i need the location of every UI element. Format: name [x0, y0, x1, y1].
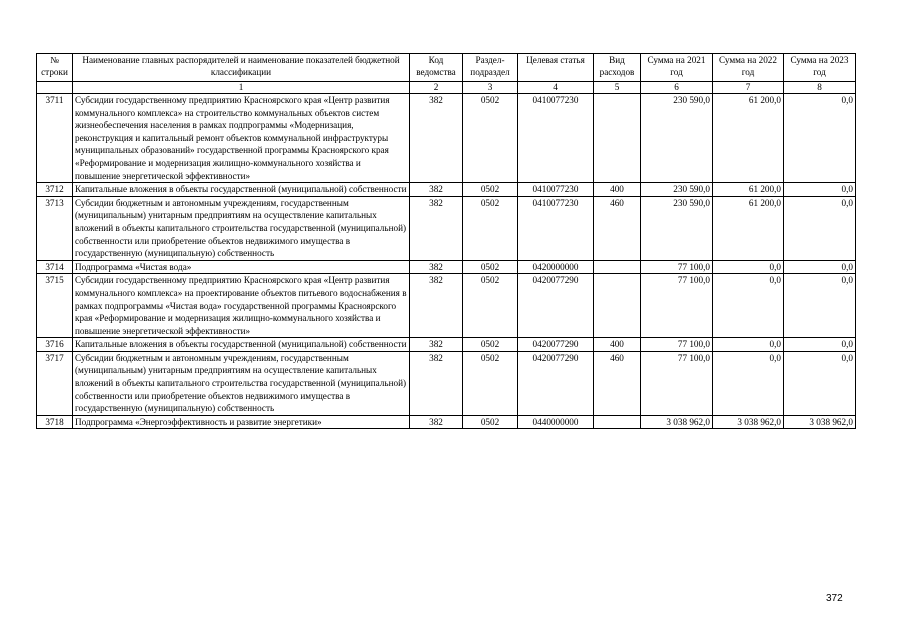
table-row [37, 183, 856, 197]
section-cell: 0502 [463, 260, 518, 274]
sum-2023-cell: 0,0 [784, 94, 856, 183]
target-article-cell: 0420077290 [518, 338, 594, 352]
sum-2023-cell: 0,0 [784, 338, 856, 352]
sum-2021-cell: 230 590,0 [641, 94, 713, 183]
expense-type-cell: 460 [594, 196, 641, 260]
header-name: Наименование главных распорядителей и наименование показателей бюджетной классификации [73, 54, 410, 82]
expense-type-cell [594, 94, 641, 183]
row-number-cell: 3715 [37, 274, 73, 338]
section-cell: 0502 [463, 415, 518, 429]
column-number: 2 [410, 82, 463, 94]
header-sum-2022: Сумма на 2022 год [713, 54, 784, 82]
sum-2022-cell: 3 038 962,0 [713, 415, 784, 429]
section-cell: 0502 [463, 351, 518, 415]
sum-2021-cell: 230 590,0 [641, 183, 713, 197]
expense-type-cell [594, 415, 641, 429]
header-sum-2023: Сумма на 2023 год [784, 54, 856, 82]
sum-2023-cell: 0,0 [784, 183, 856, 197]
department-code-cell: 382 [410, 183, 463, 197]
row-name-cell: Субсидии государственному предприятию Красноярского края «Центр развития коммунального комплекса» на проектирование объектов питьевого водоснабжения в рамках подпрограммы «Чистая вода» государственной программы Красноярского края «Реформирование и модернизация жилищно-коммунального хозяйства и повышение энергетической эффективности» [73, 274, 410, 338]
section-cell: 0502 [463, 196, 518, 260]
department-code-cell: 382 [410, 351, 463, 415]
column-number-row [37, 82, 856, 94]
column-number: 7 [713, 82, 784, 94]
sum-2022-cell: 61 200,0 [713, 94, 784, 183]
sum-2023-cell: 0,0 [784, 196, 856, 260]
sum-2021-cell: 77 100,0 [641, 338, 713, 352]
expense-type-cell: 460 [594, 351, 641, 415]
row-number-cell: 3716 [37, 338, 73, 352]
header-section: Раздел-подраздел [463, 54, 518, 82]
section-cell: 0502 [463, 338, 518, 352]
row-number-cell: 3717 [37, 351, 73, 415]
department-code-cell: 382 [410, 274, 463, 338]
row-name-cell: Подпрограмма «Чистая вода» [73, 260, 410, 274]
department-code-cell: 382 [410, 94, 463, 183]
budget-table [36, 53, 856, 429]
row-number-cell: 3714 [37, 260, 73, 274]
sum-2022-cell: 61 200,0 [713, 196, 784, 260]
sum-2023-cell: 0,0 [784, 274, 856, 338]
target-article-cell: 0440000000 [518, 415, 594, 429]
department-code-cell: 382 [410, 338, 463, 352]
table-row [37, 196, 856, 260]
column-number [37, 82, 73, 94]
sum-2021-cell: 77 100,0 [641, 351, 713, 415]
header-row-number: № строки [37, 54, 73, 82]
row-name-cell: Капитальные вложения в объекты государственной (муниципальной) собственности [73, 183, 410, 197]
page-number: 372 [826, 593, 843, 604]
table-row [37, 338, 856, 352]
target-article-cell: 0420077290 [518, 274, 594, 338]
table-row [37, 260, 856, 274]
column-number: 5 [594, 82, 641, 94]
header-target-article: Целевая статья [518, 54, 594, 82]
table-row [37, 415, 856, 429]
expense-type-cell [594, 260, 641, 274]
sum-2021-cell: 77 100,0 [641, 274, 713, 338]
section-cell: 0502 [463, 274, 518, 338]
expense-type-cell: 400 [594, 338, 641, 352]
row-name-cell: Капитальные вложения в объекты государственной (муниципальной) собственности [73, 338, 410, 352]
row-name-cell: Субсидии бюджетным и автономным учреждениям, государственным (муниципальным) унитарным предприятиям на осуществление капитальных вложений в объекты капитального строительства государственной (муниципальной) собственности или приобретение объектов недвижимого имущества в государственную (муниципальную) собственность [73, 351, 410, 415]
header-expense-type: Вид расходов [594, 54, 641, 82]
table-row [37, 274, 856, 338]
column-number: 8 [784, 82, 856, 94]
header-row [37, 54, 856, 82]
column-number: 4 [518, 82, 594, 94]
header-department-code: Код ведомства [410, 54, 463, 82]
department-code-cell: 382 [410, 196, 463, 260]
sum-2022-cell: 61 200,0 [713, 183, 784, 197]
table-row [37, 94, 856, 183]
sum-2021-cell: 230 590,0 [641, 196, 713, 260]
section-cell: 0502 [463, 94, 518, 183]
sum-2021-cell: 77 100,0 [641, 260, 713, 274]
sum-2021-cell: 3 038 962,0 [641, 415, 713, 429]
header-sum-2021: Сумма на 2021 год [641, 54, 713, 82]
row-name-cell: Подпрограмма «Энергоэффективность и развитие энергетики» [73, 415, 410, 429]
row-number-cell: 3718 [37, 415, 73, 429]
sum-2022-cell: 0,0 [713, 351, 784, 415]
column-number: 6 [641, 82, 713, 94]
row-number-cell: 3712 [37, 183, 73, 197]
column-number: 3 [463, 82, 518, 94]
sum-2023-cell: 0,0 [784, 351, 856, 415]
row-name-cell: Субсидии бюджетным и автономным учреждениям, государственным (муниципальным) унитарным предприятиям на осуществление капитальных вложений в объекты капитального строительства государственной (муниципальной) собственности или приобретение объектов недвижимого имущества в государственную (муниципальную) собственность [73, 196, 410, 260]
sum-2023-cell: 3 038 962,0 [784, 415, 856, 429]
row-number-cell: 3713 [37, 196, 73, 260]
section-cell: 0502 [463, 183, 518, 197]
sum-2022-cell: 0,0 [713, 338, 784, 352]
row-name-cell: Субсидии государственному предприятию Красноярского края «Центр развития коммунального комплекса» на строительство коммунальных объектов систем жизнеобеспечения населения в рамках подпрограммы «Модернизация, реконструкция и капитальный ремонт объектов коммунальной инфраструктуры муниципальных образований» государственной программы Красноярского края «Реформирование и модернизация жилищно-коммунального хозяйства и повышение энергетической эффективности» [73, 94, 410, 183]
sum-2022-cell: 0,0 [713, 260, 784, 274]
target-article-cell: 0420077290 [518, 351, 594, 415]
row-number-cell: 3711 [37, 94, 73, 183]
department-code-cell: 382 [410, 415, 463, 429]
target-article-cell: 0410077230 [518, 183, 594, 197]
expense-type-cell [594, 274, 641, 338]
sum-2023-cell: 0,0 [784, 260, 856, 274]
target-article-cell: 0410077230 [518, 196, 594, 260]
target-article-cell: 0410077230 [518, 94, 594, 183]
table-row [37, 351, 856, 415]
expense-type-cell: 400 [594, 183, 641, 197]
sum-2022-cell: 0,0 [713, 274, 784, 338]
column-number: 1 [73, 82, 410, 94]
target-article-cell: 0420000000 [518, 260, 594, 274]
department-code-cell: 382 [410, 260, 463, 274]
